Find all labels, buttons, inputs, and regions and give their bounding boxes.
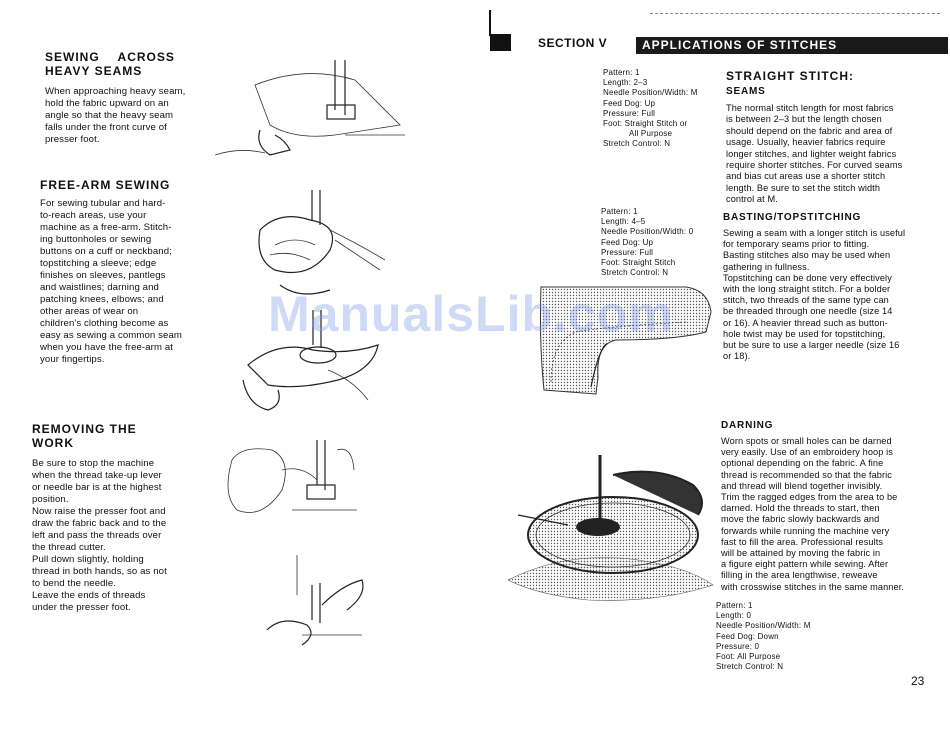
removing-work-title: REMOVING THE WORK (32, 422, 137, 450)
darning-body: Worn spots or small holes can be darned very easily. Use of an embroidery hoop is optional depending on the fabric. A fine thread is recommended so that the fabric and thread will blend together invisibly. Trim the ragged edges from the area to be darned. Hold the threads to start, then move the fabric slowly backwards and forwards while running the machine very fast to fill the area. Professional results will be attained by moving the fabric in a figure eight pattern while sewing. After filling in the area lengthwise, reweave with crosswise stitches in the same manner. (721, 436, 905, 592)
heavy-seams-section (45, 50, 193, 146)
darning-section (721, 420, 921, 593)
watermark: ManualsLib.com (268, 286, 674, 342)
basting-body: Sewing a seam with a longer stitch is useful for temporary seams prior to fitting. Basting stitches also may be used when gathering in fullness. Topstitching can be done very effectively with the long straight stitch. For a bolder stitch, two threads of the same type can be threaded through one needle (size 14 or 16). A heavier thread such as button- hole twist may be used for topstitching, but be sure to use a larger needle (size 16 or 18). (723, 228, 906, 362)
removing-work-illustration-top (222, 440, 362, 535)
removing-work-section (32, 422, 177, 614)
heavy-seams-title: SEWING ACROSS HEAVY SEAMS (45, 50, 175, 78)
straight-stitch-settings: Pattern: 1 Length: 2–3 Needle Position/Width: M Feed Dog: Up Pressure: Full Foot: Straight Stitch or All Purpose Stretch Control: N (603, 68, 698, 149)
removing-work-illustration-bottom (262, 555, 372, 650)
darning-settings: Pattern: 1 Length: 0 Needle Position/Width: M Feed Dog: Down Pressure: 0 Foot: All Purpose Stretch Control: N (716, 601, 811, 672)
free-arm-body: For sewing tubular and hard- to-reach areas, use your machine as a free-arm. Stitch- ing buttonholes or sewing buttons on a cuff or neckband; topstitching a sleeve; edge finishes on sleeves, pantlegs and waistlines; darning and patching knees, elbows; and other areas of wear on children's clothing become as easy as sewing a common seam when you have the free-arm at your fingertips. (40, 198, 182, 365)
basting-title: BASTING/TOPSTITCHING (723, 212, 862, 223)
applications-banner: APPLICATIONS OF STITCHES (636, 37, 948, 54)
straight-stitch-section (726, 69, 924, 206)
basting-settings: Pattern: 1 Length: 4–5 Needle Position/Width: 0 Feed Dog: Up Pressure: Full Foot: Straight Stitch Stretch Control: N (601, 207, 694, 278)
free-arm-illustration-top (250, 190, 390, 300)
darning-title: DARNING (721, 420, 774, 431)
top-dashed-rule (650, 13, 940, 14)
removing-work-body: Be sure to stop the machine when the thread take-up lever or needle bar is at the highest position. Now raise the presser foot and draw the fabric back and to the left and pass the threads over the thread cutter. Pull down slightly, holding thread in both hands, so as not to bend the needle. Leave the ends of threads under the presser foot. (32, 458, 167, 613)
free-arm-title: FREE-ARM SEWING (40, 178, 171, 192)
straight-stitch-title: STRAIGHT STITCH: (726, 69, 854, 83)
page-number: 23 (911, 674, 925, 688)
free-arm-section (40, 178, 188, 366)
straight-stitch-body: The normal stitch length for most fabrics is between 2–3 but the length chosen should depend on the fabric and area of usage. Usually, heavier fabrics require longer stitches, and lighter weight fabrics require shorter stitches. For curved seams and bias cut areas use a shorter stitch length. Be sure to set the stitch width control at M. (726, 103, 903, 205)
section-label: SECTION V (538, 36, 608, 50)
section-tab-marker (490, 34, 511, 51)
page-divider-line (489, 10, 491, 36)
darning-hoop-illustration (508, 455, 718, 605)
seams-subtitle: SEAMS (726, 86, 766, 97)
heavy-seam-illustration (215, 55, 415, 170)
heavy-seams-body: When approaching heavy seam, hold the fabric upward on an angle so that the heavy seam falls under the front curve of presser foot. (45, 86, 186, 145)
basting-section (723, 212, 923, 362)
